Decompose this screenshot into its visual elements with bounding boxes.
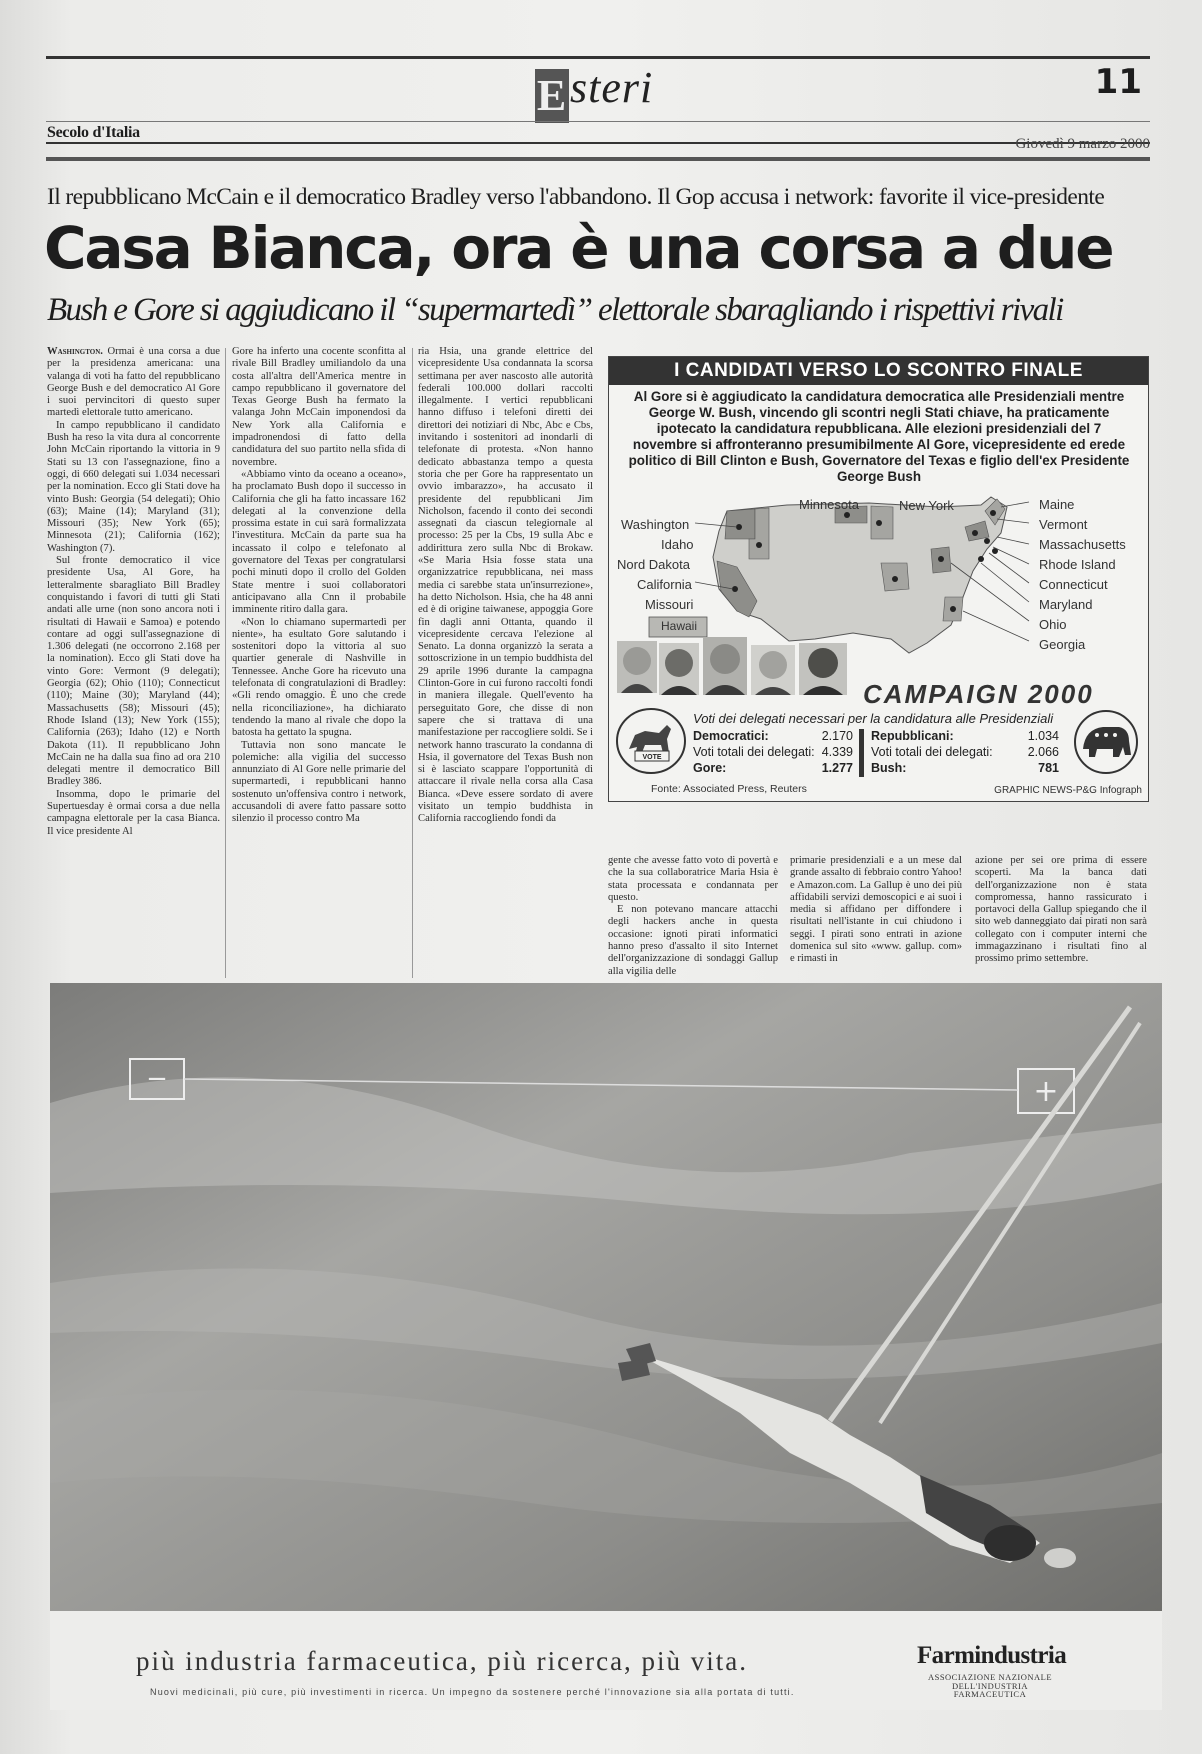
votes-divider	[859, 729, 864, 777]
paragraph: Gore ha inferto una cocente sconfitta al rivale Bill Bradley umiliandolo da una costa all'altra dell'America mentre in campo repubblicano il governatore del Texas George Bush ha fermato la valanga John McCain imponendosi da New York alla California e impadronendosi di fatto della candidatura del suo partito nella sfida di novembre.	[232, 346, 406, 468]
dem-total-label: Voti totali dei delegati:	[693, 745, 815, 759]
portrait-mccain	[751, 645, 795, 695]
state-label: Minnesota	[799, 497, 859, 512]
marker	[978, 556, 984, 562]
bush-votes-value: 781	[1038, 761, 1059, 775]
state-label: New York	[899, 498, 954, 513]
votes-needed-heading: Voti dei delegati necessari per la candidatura alle Presidenziali	[693, 711, 1054, 726]
election-infographic	[608, 356, 1149, 802]
state-washington	[725, 509, 755, 539]
state-label: Nord Dakota	[617, 557, 690, 572]
marker	[756, 542, 762, 548]
state-label: Connecticut	[1039, 577, 1108, 592]
paragraph: «Abbiamo vinto da oceano a oceano», ha proclamato Bush dopo il successo in California che gli ha fatto incassare 162 delegati al la convenzione della prossima estate in cui sarà formalizzata l'investitura. McCain da parte sua ha incassato il colpo e telefonato al governatore del Texas per congratularsi pochi minuti dopo il crollo del Golden State mentre i suoi collaboratori anticipavano alla Cnn il probabile imminente ritiro dalla gara.	[232, 468, 406, 616]
advert-tagline: Nuovi medicinali, più cure, più investimenti in ricerca. Un impegno da sostenere perché l'innovazione sia alla portata di tutti.	[150, 1687, 795, 1697]
article-column-3	[418, 346, 593, 978]
farmindustria-logo: Farmindustria	[917, 1642, 1067, 1669]
headline-kicker: Il repubblicano McCain e il democratico Bradley verso l'abbandono. Il Gop accusa i network: favorite il vice-presidente	[47, 184, 1105, 210]
paragraph: Tuttavia non sono mancate le polemiche: alla vigilia del successo annunziato di Al Gore nelle primarie del supermartedì, i repubblicani hanno sostenuto un'offensiva contro i network, accusandoli di avere fatto passare sotto silenzio il processo contro Ma	[232, 739, 406, 825]
page-number: 11	[1094, 62, 1142, 102]
marker	[950, 606, 956, 612]
marker	[844, 512, 850, 518]
state-label: Ohio	[1039, 617, 1067, 632]
article-column-1	[47, 346, 220, 978]
section-title	[535, 62, 653, 123]
waterskier-photo	[50, 983, 1162, 1611]
portrait-bush	[703, 637, 747, 695]
state-minnesota	[871, 506, 893, 539]
rep-total-value: 2.066	[1027, 745, 1059, 759]
infographic-credit: GRAPHIC NEWS-P&G Infograph	[994, 785, 1142, 796]
democratic-donkey-icon	[615, 707, 687, 775]
dem-label: Democratici:	[693, 729, 769, 743]
paragraph: E non potevano mancare attacchi degli hackers anche in questa occasione: ignoti pirati informatici hanno preso d'assalto il sito Internet dell'organizzazione di sondaggi Gallup alla vigilia delle	[608, 904, 778, 977]
paragraph: Ormai è una corsa a due per la presidenza americana: una valanga di voti ha fatto del repubblicano George Bush e del democratico Al Gore i suoi pervincitori di questo super martedì elettorale tutto americano.	[47, 346, 220, 419]
paragraph: primarie presidenziali e a un mese dal grande assalto di febbraio contro Yahoo! e Amazon.com. La Gallup è uno dei più affidabili servizi demoscopici e ai suoi i media si affidano per diffondere i risultati nell'istante in cui chiudono i seggi. I pirati sono entrati in azione domenica sul sito «www. gallup. com» e rimasti in	[790, 855, 962, 965]
issue-date: Giovedì 9 marzo 2000	[1015, 136, 1150, 152]
infographic-intro: Al Gore si è aggiudicato la candidatura democratica alle Presidenziali mentre George W. Bush, vincendo gli scontri negli Stati chiave, ha praticamente ipotecato la candidatura repubblicana. Alle elezioni presidenziali del 7 novembre si affronteranno presumibilmente Al Gore, vicepresidente ed erede politico di Bill Clinton e Bush, Governatore del Texas e figlio dell'ex Presidente George Bush	[628, 389, 1130, 484]
article-column-2	[232, 346, 406, 978]
section-initial: E	[535, 69, 569, 123]
marker	[892, 576, 898, 582]
masthead-rule	[46, 142, 1150, 144]
rep-label: Repubblicani:	[871, 729, 954, 743]
state-label: Washington	[621, 517, 690, 532]
headline: Casa Bianca, ora è una corsa a due	[44, 214, 1113, 282]
state-label: California	[637, 577, 692, 592]
subheadline: Bush e Gore si aggiudicano il “supermartedì” elettorale sbaragliando i rispettivi rivali	[47, 292, 1063, 328]
candidate-portraits	[615, 633, 851, 697]
dem-needed-value: 2.170	[821, 729, 853, 743]
rep-needed-value: 1.034	[1027, 729, 1059, 743]
masthead-rule-thin	[46, 121, 1150, 122]
marker	[938, 556, 944, 562]
paragraph: Sul fronte democratico il vice presidente Usa, Al Gore, ha letteralmente sbaragliato Bill Bradley conquistando i favori di tutti gli Stati andati alle urne (non sono ancora noti i risultati di Hawaii e Samoa) e potendo contare ad oggi sull'assegnazione di 1.306 delegati (ne occorrono 2.168 per la nomination). Ecco gli Stati dove ha vinto Gore: Vermont (9 delegati); Georgia (62); Ohio (110); Connecticut (110); Maine (30); Maryland (44); Massachusetts (58); Missouri (45); Rhode Island (13); New York (155); California (263); Idaho (12) e North Dakota (11). Il repubblicano John McCain ne ha dalla sua fino ad ora 210 delegati mentre il democratico Bill Bradley 386.	[47, 555, 220, 788]
paragraph: Insomma, dopo le primarie del Supertuesday è ormai corsa a due nella campagna elettorale per la casa Bianca. Il vice presidente Al	[47, 788, 220, 837]
republican-elephant-icon	[1073, 709, 1139, 775]
gore-votes-value: 1.277	[821, 761, 853, 775]
state-label: Maine	[1039, 497, 1075, 512]
state-label: Hawaii	[661, 619, 698, 633]
article-column-5	[790, 855, 962, 978]
marker	[990, 510, 996, 516]
advert-slogan: più industria farmaceutica, più ricerca, più vita.	[136, 1646, 749, 1676]
zoom-plus-sign: +	[1033, 1074, 1059, 1109]
dem-total-value: 4.339	[821, 745, 853, 759]
portrait-bradley	[659, 643, 699, 695]
article-column-6	[975, 855, 1147, 978]
paragraph: azione per sei ore prima di essere scoperti. Ma la banca dati dell'organizzazione non è stata compromessa, hanno rassicurato i portavoci della Gallup spiegando che il sito web danneggiato dai pirati non sarà collegato con i computer interni che immagazzinano i risultati fino al prossimo primo settembre.	[975, 855, 1147, 965]
bush-label: Bush:	[871, 761, 907, 775]
zoom-minus-sign: −	[146, 1064, 168, 1094]
state-label: Missouri	[645, 597, 694, 612]
state-label: Georgia	[1039, 637, 1086, 652]
section-rest: steri	[570, 63, 654, 112]
top-rule	[46, 56, 1150, 59]
campaign-2000-logo: CAMPAIGN 2000	[863, 679, 1094, 709]
farmindustria-subtitle: ASSOCIAZIONE NAZIONALE DELL'INDUSTRIA FARMACEUTICA	[927, 1672, 1053, 1699]
column-divider	[412, 348, 413, 978]
paragraph: In campo repubblicano il candidato Bush ha reso la vita dura al concorrente John McCain riportando la vittoria in 9 Stati su 13 con l'assegnazione, fino a oggi, di 660 delegati sui 1.034 necessari per la nomination. Ecco gli Stati dove ha vinto Bush: Georgia (54 delegati); Ohio (63); Maine (14); Maryland (31); Missouri (35); New York (65); Minnesota (21); California (162); Washington (7).	[47, 419, 220, 554]
paragraph: «Non lo chiamano supermartedì per niente», ha esultato Gore salutando i sostenitori dopo la vittoria al suo quartier generale di Nashville in Tennessee. Anche Gore ha ricevuto una telefonata di congratulazioni di Bradley: «Gli rendo omaggio. È uno che crede nella riconciliazione», ha dichiarato tendendo la mano al rivale che dopo la batosta ha gettato la spugna.	[232, 616, 406, 739]
portrait-gore	[617, 641, 657, 693]
marker	[984, 538, 990, 544]
state-label: Massachusetts	[1039, 537, 1126, 552]
state-label: Vermont	[1039, 517, 1088, 532]
masthead-rule-thick	[46, 157, 1150, 161]
infographic-source: Fonte: Associated Press, Reuters	[651, 783, 807, 795]
column-divider	[225, 348, 226, 978]
state-label: Maryland	[1039, 597, 1093, 612]
dateline: Washington.	[47, 346, 103, 357]
infographic-title: I CANDIDATI VERSO LO SCONTRO FINALE	[609, 357, 1148, 385]
gore-label: Gore:	[693, 761, 727, 775]
article-column-4	[608, 855, 778, 978]
vote-logo-text: VOTE	[642, 754, 662, 761]
state-label: Rhode Island	[1039, 557, 1116, 572]
portrait-keyes	[799, 643, 847, 695]
paragraph: gente che avesse fatto voto di povertà e che la sua collaboratrice Maria Hsia è stata processata e condannata per questo.	[608, 855, 778, 903]
state-label: Idaho	[661, 537, 694, 552]
marker	[876, 520, 882, 526]
paper-name: Secolo d'Italia	[47, 124, 140, 141]
rep-total-label: Voti totali dei delegati:	[871, 745, 993, 759]
farmindustria-advert	[50, 983, 1162, 1710]
paragraph: ria Hsia, una grande elettrice del vicepresidente Usa condannata la scorsa settimana per aver nascosto alle autorità federali 100.000 dollari raccolti illegalmente. I vertici repubblicani hanno diffuso i telefoni diretti dei direttori dei notiziari di Nbc, Abc e Cbs, invitando i sostenitori ad inondarli di telefonate di protesta. «Non hanno dedicato abbastanza tempo a questa storia che per Gore ha rappresentato un ovvio imbarazzo», ha accusato il presidente del repubblicani Jim Nicholson, facendo il conto dei secondi assegnati da ciascun telegiornale al processo: 25 per la Cbs, 19 sulla Abc e addirittura zero sulla Nbc di Brokaw. «Se Maria Hsia fosse stata una organizzatrice repubblicana, nei mass media ci sarebbe stata un'insurrezione», ha detto Nicholson. Hsia, che ha 48 anni ed è di origine taiwanese, appoggia Gore fin dagli anni Ottanta, quando il vicepresidente cercava l'elezione al Senato. La donna organizzò la serata a sottoscrizione in un tempio buddhista del 29 aprile 1996 durante la campagna Clinton-Gore in cui furono raccolti fondi in maniera illegale. Quell'evento ha perseguitato Gore, che disse di non sapere che si trattava di una manifestazione per raccogliere soldi. Se i network hanno trascurato la condanna di Hsia, il governatore del Texas Bush non si è lasciato scappare l'opportunità di attaccare il rivale nella corsa alla Casa Bianca. «Deve essere sordato di avere visitato un tempio buddhista in California raccogliendo fondi da	[418, 346, 593, 825]
marker	[972, 530, 978, 536]
